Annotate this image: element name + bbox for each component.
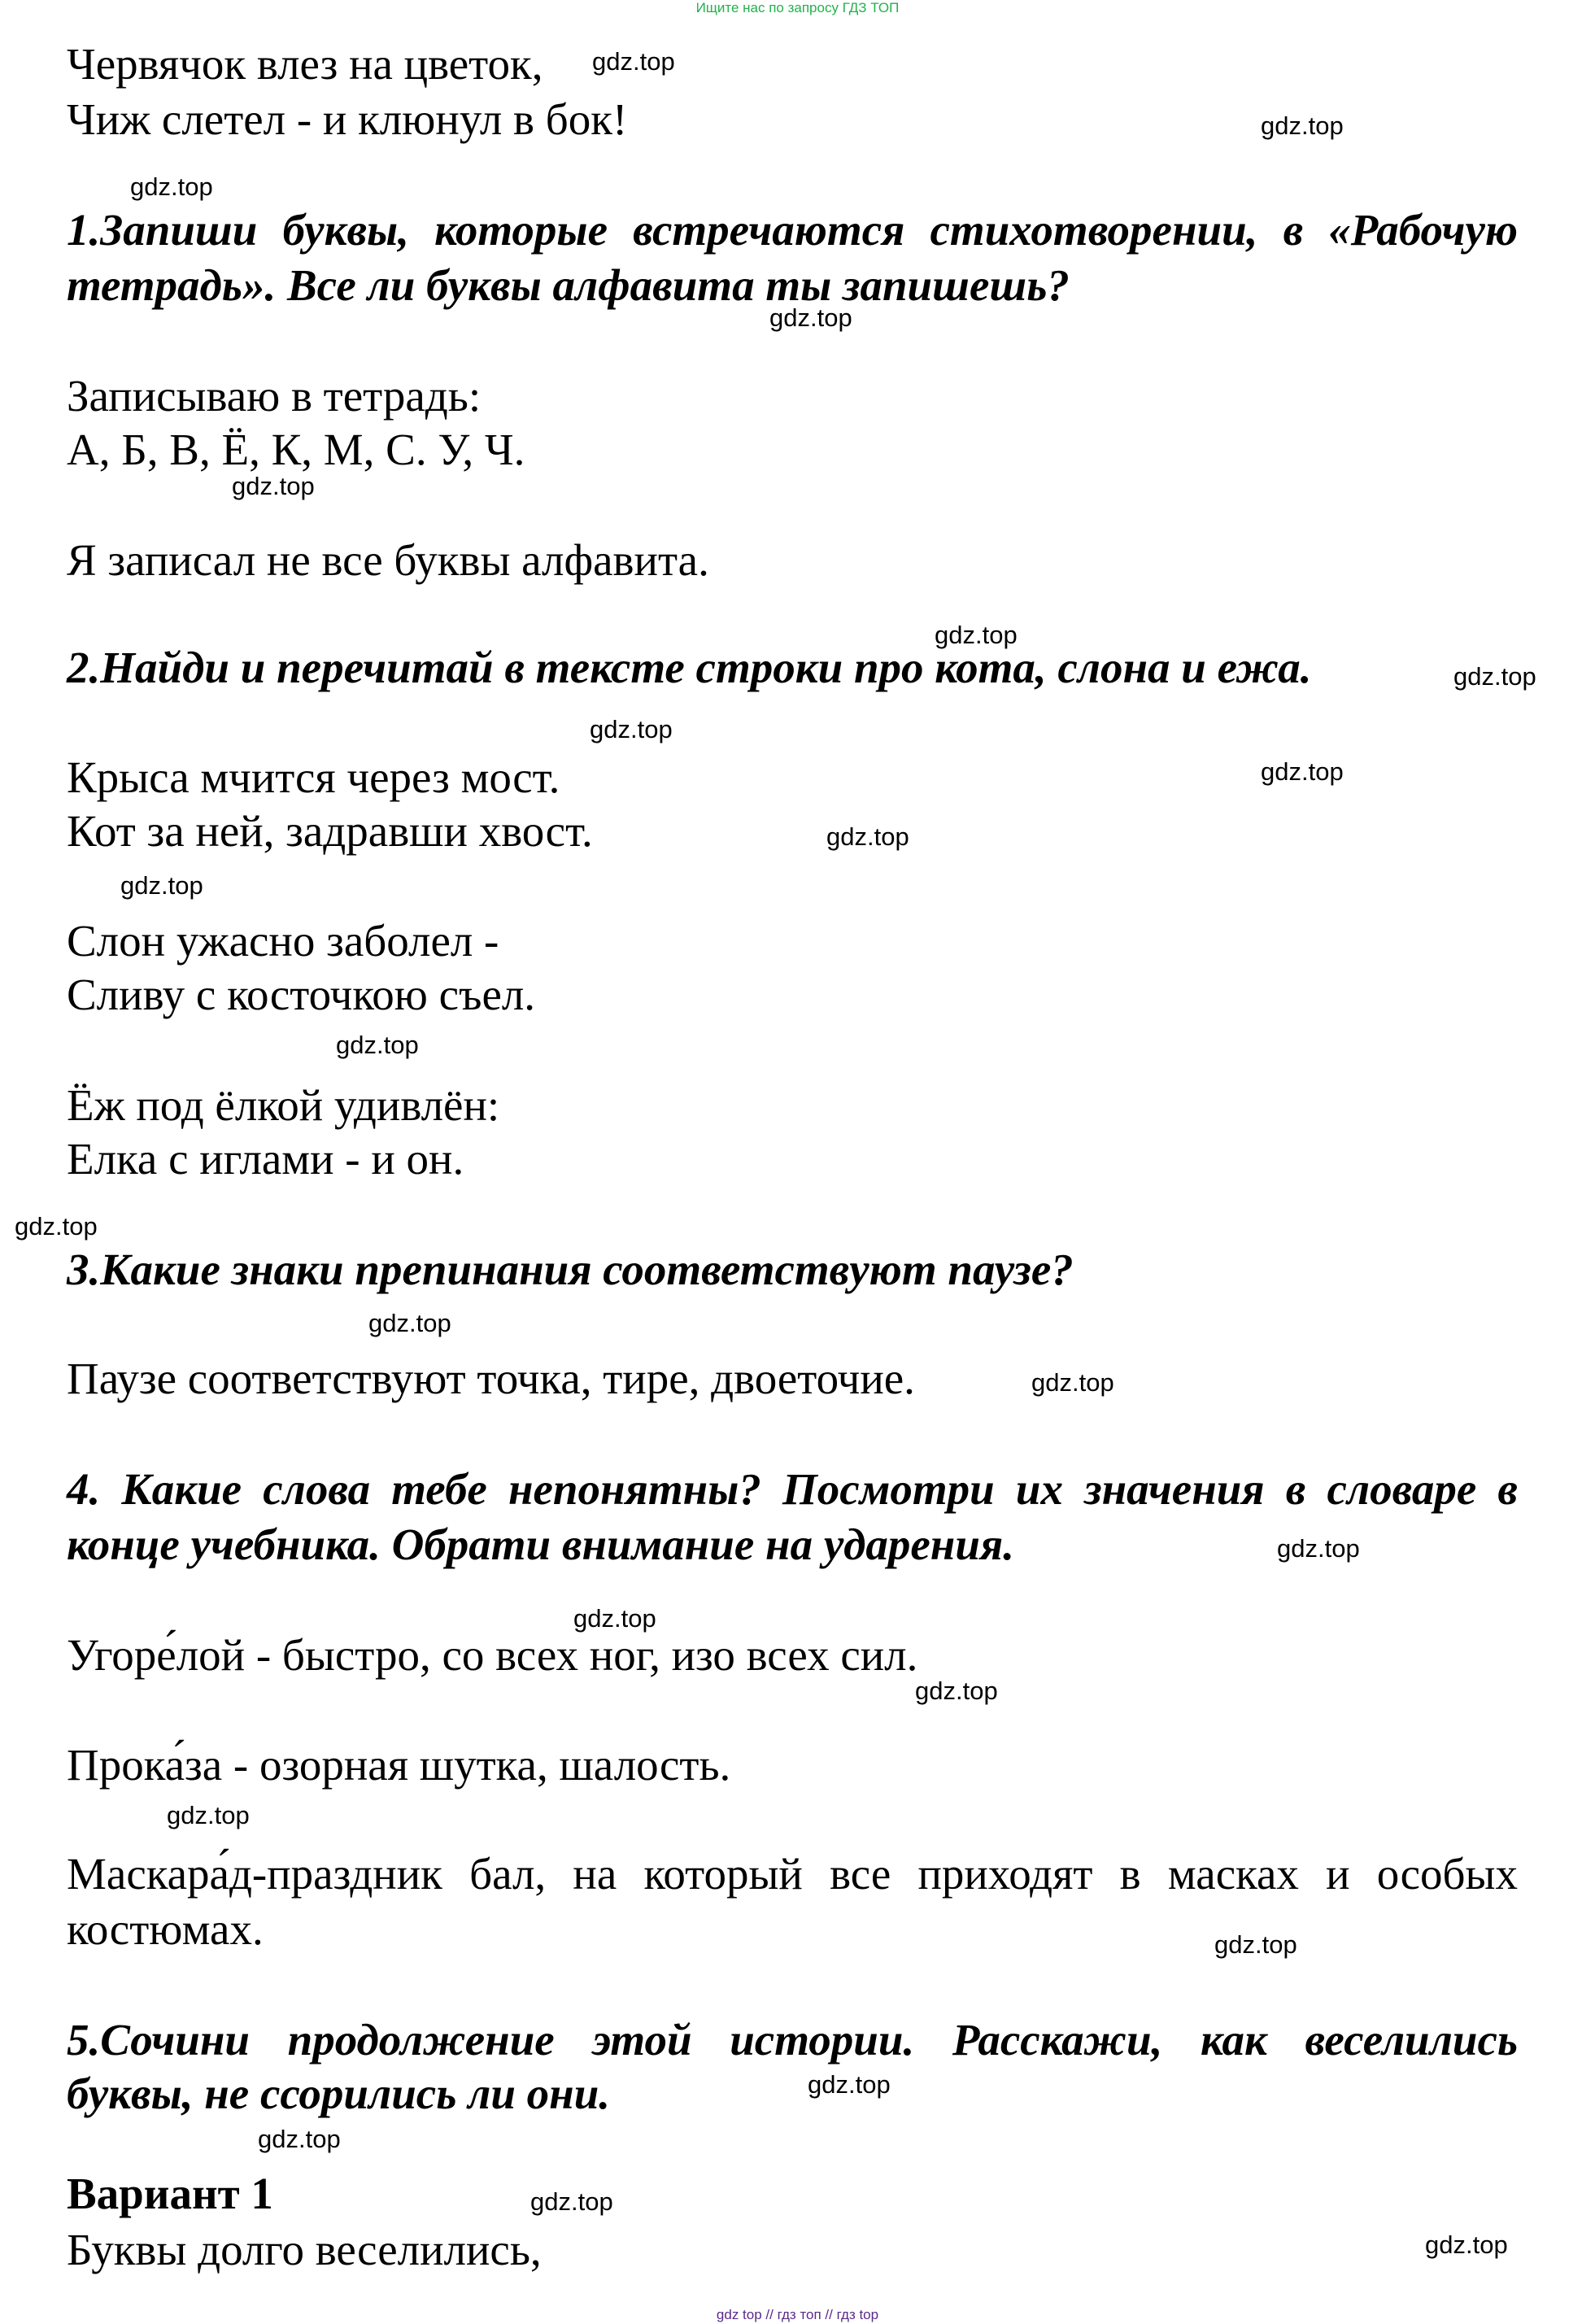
watermark: gdz.top [592,47,675,76]
poem-line: Ёж под ёлкой удивлён: [67,1080,500,1130]
header-notice[interactable]: Ищите нас по запросу ГДЗ ТОП [695,0,900,15]
watermark: gdz.top [769,303,852,332]
footer-links[interactable]: gdz top // гдз топ // гдз top [716,2307,879,2322]
definition: Угоре́лой - быстро, со всех ног, изо всех сил. [67,1630,918,1680]
task-3-question: 3.Какие знаки препинания соответствуют паузе? [67,1245,1074,1294]
poem-line: Чиж слетел - и клюнул в бок! [67,94,628,144]
definition: Прока́за - озорная шутка, шалость. [67,1740,731,1790]
poem-line: Елка с иглами - и он. [67,1134,464,1184]
watermark: gdz.top [915,1677,998,1705]
task-3-answer: Паузе соответствуют точка, тире, двоеточие. [67,1354,915,1403]
poem-line: Крыса мчится через мост. [67,752,560,802]
poem-line: Сливу с косточкою съел. [67,970,536,1019]
watermark: gdz.top [232,472,315,500]
watermark: gdz.top [167,1801,250,1829]
watermark: gdz.top [826,822,909,851]
poem-line: Слон ужасно заболел - [67,916,499,966]
task-4-question-line: 4. Какие слова тебе непонятны? Посмотри их значения в словаре в [67,1464,1518,1514]
variant-text: Буквы долго веселились, [67,2225,542,2274]
task-5-question-line: буквы, не ссорились ли они. [67,2069,611,2118]
poem-line: Кот за ней, задравши хвост. [67,806,593,856]
task-4-question-line: конце учебника. Обрати внимание на ударения. [67,1520,1014,1569]
task-1-question-line: тетрадь». Все ли буквы алфавита ты запишешь? [67,260,1070,310]
definition: Маскара́д-праздник бал, на который все приходят в масках и особых костюмах. [67,1849,1518,1954]
watermark: gdz.top [1277,1534,1360,1563]
watermark: gdz.top [1453,662,1536,691]
watermark: gdz.top [1031,1368,1114,1397]
task-5-question-line: 5.Сочини продолжение этой истории. Расскажи, как веселились [67,2015,1518,2065]
watermark: gdz.top [258,2125,341,2153]
watermark: gdz.top [120,871,203,900]
task-1-answer: Я записал не все буквы алфавита. [67,535,709,585]
poem-line: Червячок влез на цветок, [67,39,543,89]
watermark: gdz.top [130,172,213,201]
watermark: gdz.top [1214,1930,1297,1959]
watermark: gdz.top [590,715,673,743]
watermark: gdz.top [336,1031,419,1059]
task-1-answer: Записываю в тетрадь: [67,371,482,421]
watermark: gdz.top [15,1212,98,1240]
task-2-question: 2.Найди и перечитай в тексте строки про кота, слона и ежа. [67,643,1312,692]
watermark: gdz.top [368,1309,451,1337]
watermark: gdz.top [1425,2230,1508,2259]
variant-heading: Вариант 1 [67,2169,273,2218]
task-1-question-line: 1.Запиши буквы, которые встречаются стихотворении, в «Рабочую [67,205,1518,255]
watermark: gdz.top [573,1604,656,1633]
watermark: gdz.top [1261,757,1344,786]
watermark: gdz.top [808,2070,891,2099]
watermark: gdz.top [1261,111,1344,140]
watermark: gdz.top [530,2187,613,2216]
watermark: gdz.top [935,621,1018,649]
task-1-answer: А, Б, В, Ё, К, М, С. У, Ч. [67,425,525,474]
